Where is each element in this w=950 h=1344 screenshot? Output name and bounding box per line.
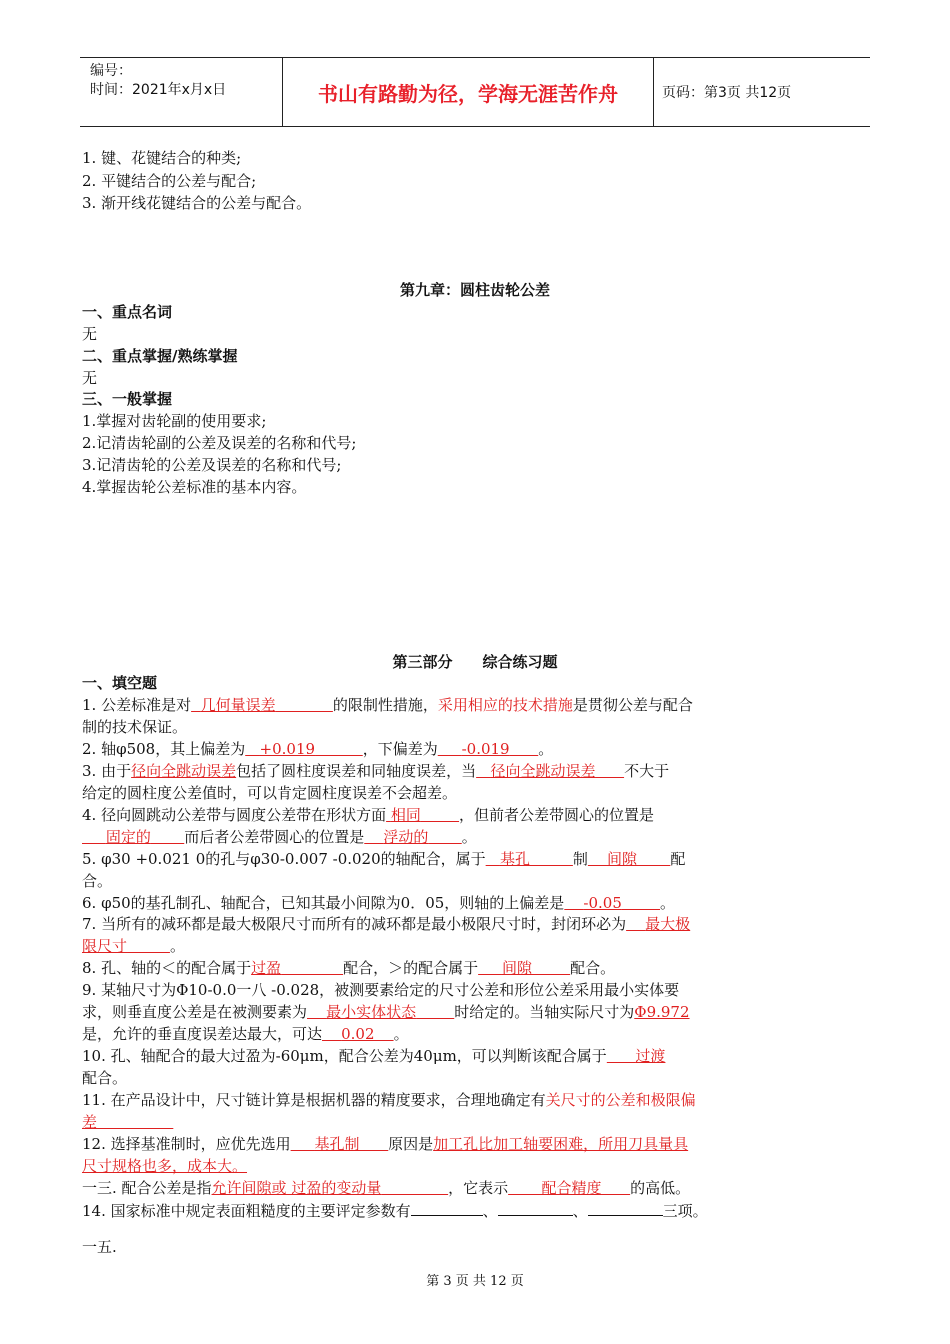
answer-text: 关尺寸的公差和极限偏 bbox=[545, 1091, 696, 1109]
question-9: 9. 某轴尺寸为Φ10-0.0一八 -0.028，被测要素给定的尺寸公差和形位公差采用最小实体要 bbox=[82, 981, 680, 999]
answer-blank: -0.05 bbox=[583, 894, 622, 912]
question-6: 6. φ50的基孔制孔、轴配合，已知其最小间隙为0．05，则轴的上偏差是 -0.05 。 bbox=[82, 894, 676, 912]
question-13: 一三. 配合公差是指允许间隙或 过盈的变动量 ，它表示 配合精度 的高低。 bbox=[82, 1179, 691, 1197]
empty-blank bbox=[411, 1200, 483, 1216]
list-item: 1.掌握对齿轮副的使用要求; bbox=[82, 412, 267, 430]
header-meta bbox=[90, 62, 280, 100]
section-body: 无 bbox=[82, 325, 98, 343]
answer-blank: 加工孔比加工轴要困难，所用刀具量具 bbox=[433, 1135, 689, 1153]
question-9-cont2: 是，允许的垂直度误差达最大，可达 0.02 。 bbox=[82, 1025, 409, 1043]
question-4-cont: 固定的 而后者公差带圆心的位置是 浮动的 。 bbox=[82, 827, 477, 847]
answer-blank: +0.019 bbox=[259, 740, 316, 758]
question-14: 14. 国家标准中规定表面粗糙度的主要评定参数有 、 、 三项。 bbox=[82, 1202, 708, 1220]
answer-blank: 基孔制 bbox=[314, 1135, 360, 1153]
answer-blank: 几何量误差 bbox=[200, 696, 276, 714]
question-12: 12. 选择基准制时，应优先选用 基孔制 原因是加工孔比加工轴要困难，所用刀具量具 bbox=[82, 1135, 689, 1153]
answer-blank: 配合精度 bbox=[541, 1179, 602, 1197]
question-8: 8. 孔、轴的＜的配合属于过盈 配合，＞的配合属于 间隙 配合。 bbox=[82, 959, 616, 977]
question-11: 11. 在产品设计中，尺寸链计算是根据机器的精度要求，合理地确定有关尺寸的公差和极限偏 bbox=[82, 1091, 696, 1109]
section-body: 无 bbox=[82, 369, 98, 387]
answer-text: 采用相应的技术措施 bbox=[437, 696, 573, 714]
question-15: 一五. bbox=[82, 1238, 117, 1256]
section-heading: 二、重点掌握/熟练掌握 bbox=[82, 347, 238, 365]
answer-blank: 浮动的 bbox=[383, 828, 429, 846]
question-10: 10. 孔、轴配合的最大过盈为-60μm，配合公差为40μm，可以判断该配合属于 过渡 bbox=[82, 1047, 666, 1065]
question-3-cont: 给定的圆柱度公差值时，可以肯定圆柱度误差不会超差。 bbox=[82, 784, 458, 802]
empty-blank bbox=[588, 1200, 663, 1216]
empty-blank bbox=[498, 1200, 573, 1216]
answer-blank: 差 bbox=[82, 1113, 98, 1131]
list-item: 3.记清齿轮的公差及误差的名称和代号; bbox=[82, 456, 342, 474]
section-heading: 一、填空题 bbox=[82, 674, 158, 692]
question-9-cont: 求，则垂直度公差是在被测要素为 最小实体状态 时给定的。当轴实际尺寸为Φ9.972 bbox=[82, 1003, 690, 1021]
answer-blank: 限尺寸 bbox=[82, 937, 128, 955]
time-label: 时间：2021年x月x日 bbox=[90, 82, 227, 98]
answer-blank: 径向全跳动误差 bbox=[131, 762, 237, 780]
answer-blank: 尺寸规格也多，成本大。 bbox=[82, 1157, 248, 1175]
motto: 书山有路勤为径，学海无涯苦作舟 bbox=[282, 58, 654, 126]
question-7: 7. 当所有的减环都是最大极限尺寸而所有的减环都是最小极限尺寸时，封闭环必为 最大极 bbox=[82, 915, 691, 933]
question-11-cont bbox=[82, 1112, 173, 1132]
answer-blank: 允许间隙或 过盈的变动量 bbox=[211, 1179, 382, 1197]
intro-item: 1. 键、花键结合的种类; bbox=[82, 149, 242, 167]
page-footer: 第 3 页 共 12 页 bbox=[426, 1274, 524, 1289]
question-3: 3. 由于径向全跳动误差包括了圆柱度误差和同轴度误差，当 径向全跳动误差 不大于 bbox=[82, 762, 670, 780]
page-header bbox=[80, 57, 870, 127]
answer-blank: 间隙 bbox=[501, 959, 532, 977]
page-info: 页码：第3页 共12页 bbox=[662, 85, 792, 101]
section-heading: 一、重点名词 bbox=[82, 303, 173, 321]
question-4: 4. 径向圆跳动公差带与圆度公差带在形状方面 相同 ，但前者公差带圆心的位置是 bbox=[82, 806, 655, 824]
question-5-cont: 合。 bbox=[82, 872, 113, 890]
question-1: 1. 公差标准是对 几何量误差 的限制性措施，采用相应的技术措施是贯彻公差与配合 bbox=[82, 696, 693, 714]
intro-item: 3. 渐开线花键结合的公差与配合。 bbox=[82, 194, 312, 212]
answer-blank: 固定的 bbox=[105, 828, 151, 846]
question-5: 5. φ30 +0.021 0的孔与φ30-0.007 -0.020的轴配合，属于 基孔 制 间隙 配 bbox=[82, 850, 686, 868]
question-10-cont: 配合。 bbox=[82, 1069, 128, 1087]
intro-item: 2. 平键结合的公差与配合; bbox=[82, 172, 257, 190]
list-item: 4.掌握齿轮公差标准的基本内容。 bbox=[82, 478, 307, 496]
answer-blank: 相同 bbox=[390, 806, 421, 824]
answer-blank: -0.019 bbox=[461, 740, 510, 758]
part-title: 第三部分 综合练习题 bbox=[392, 653, 558, 671]
answer-blank: 间隙 bbox=[606, 850, 637, 868]
answer-blank: 过渡 bbox=[635, 1047, 666, 1065]
answer-blank: 最大极 bbox=[645, 915, 691, 933]
question-12-cont bbox=[82, 1156, 247, 1176]
answer-blank: 0.02 bbox=[341, 1025, 375, 1043]
answer-blank: Φ9.972 bbox=[634, 1003, 690, 1021]
section-heading: 三、一般掌握 bbox=[82, 390, 173, 408]
number-label: 编号： bbox=[90, 63, 132, 79]
answer-blank: 径向全跳动误差 bbox=[490, 762, 596, 780]
answer-blank: 过盈 bbox=[251, 959, 282, 977]
list-item: 2.记清齿轮副的公差及误差的名称和代号; bbox=[82, 434, 357, 452]
answer-blank: 最小实体状态 bbox=[326, 1003, 417, 1021]
answer-blank: 基孔 bbox=[499, 850, 530, 868]
question-2: 2. 轴φ508，其上偏差为 +0.019 ，下偏差为 -0.019 。 bbox=[82, 740, 554, 758]
question-1-cont: 制的技术保证。 bbox=[82, 718, 188, 736]
question-7-cont: 限尺寸 。 bbox=[82, 937, 185, 955]
chapter-title: 第九章：圆柱齿轮公差 bbox=[399, 281, 550, 299]
